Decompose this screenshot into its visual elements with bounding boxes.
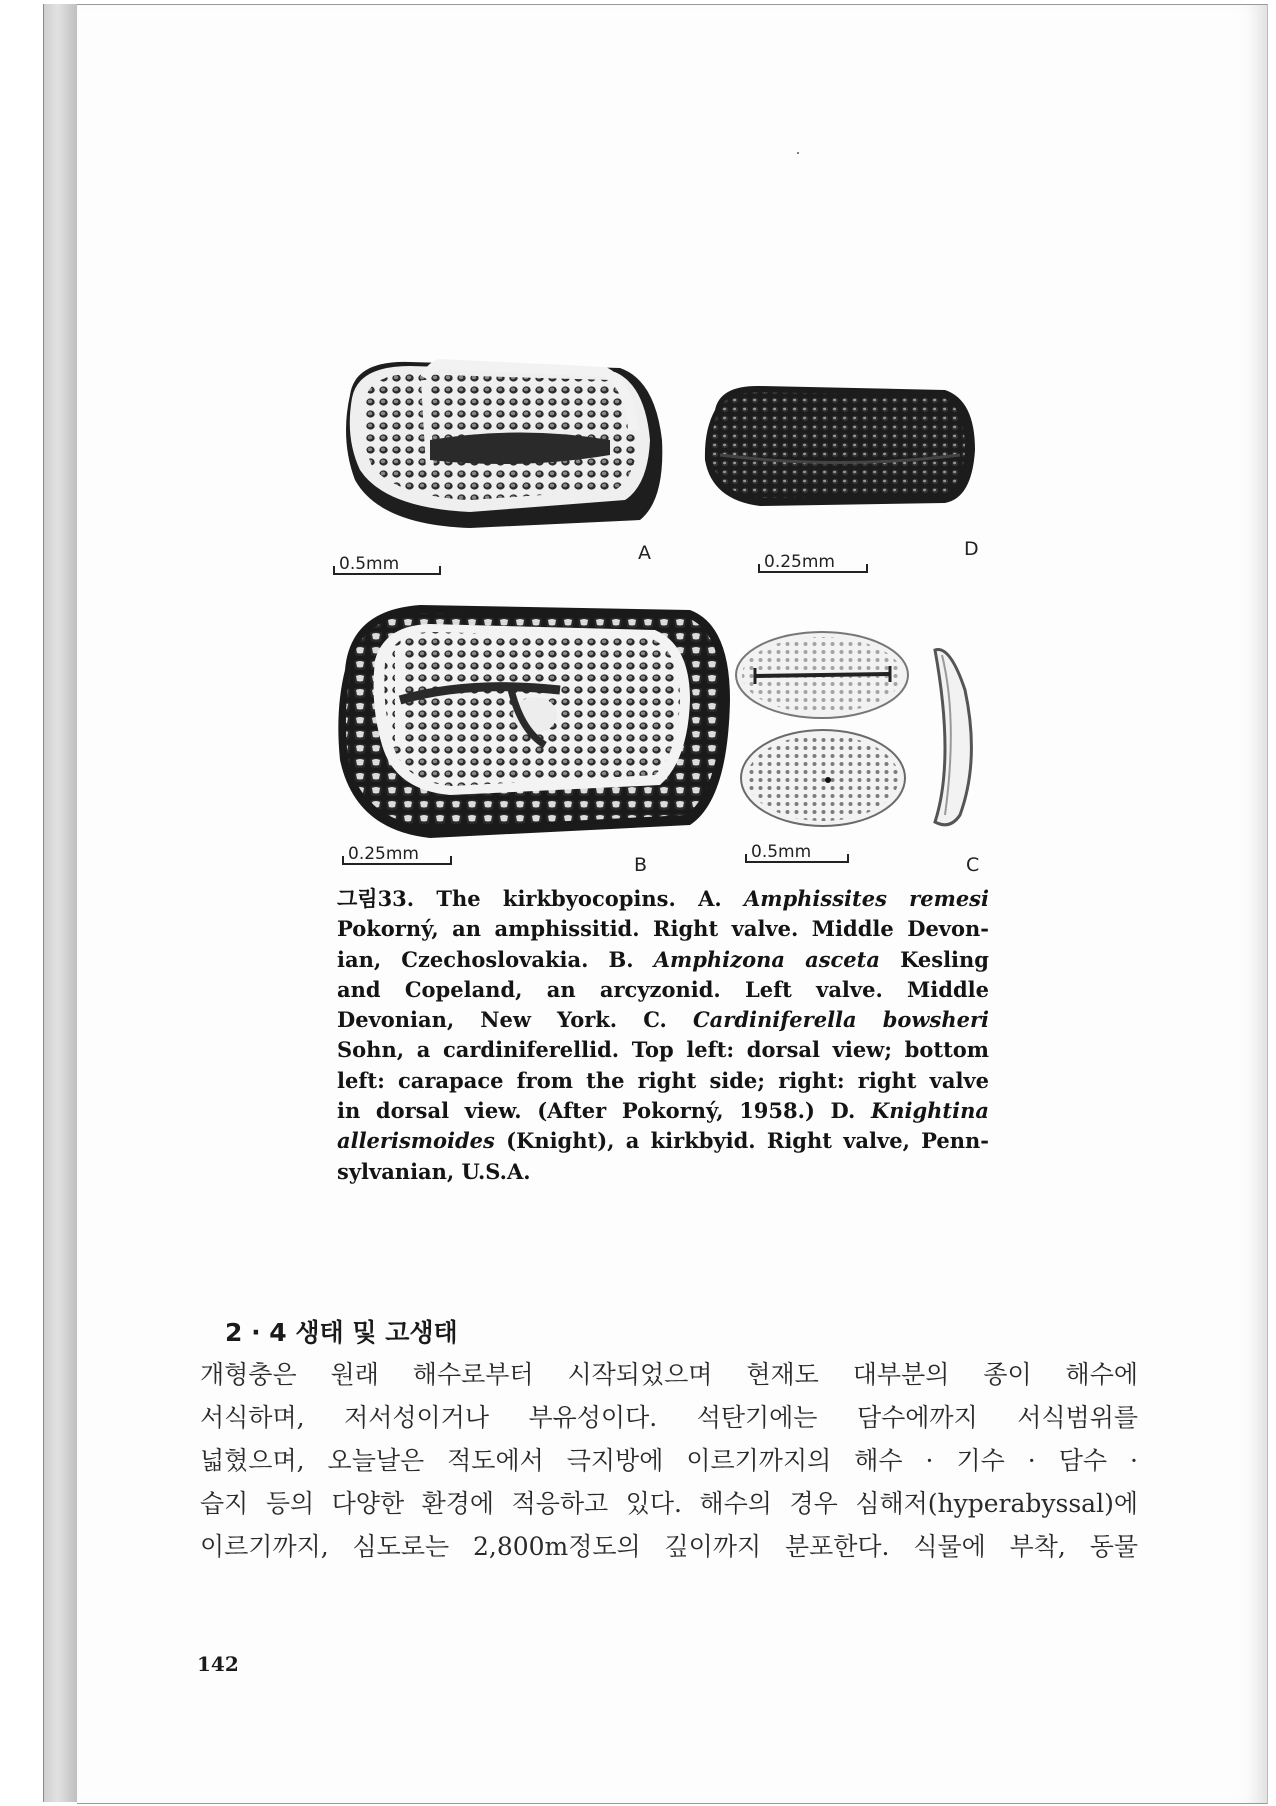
figure-illustration	[0, 0, 1276, 900]
body-line: 이르기까지, 심도로는 2,800m정도의 깊이까지 분포한다. 식물에 부착, 동물	[200, 1532, 1138, 1561]
body-line: 넓혔으며, 오늘날은 적도에서 극지방에 이르기까지의 해수 · 기수 · 담수 ·	[200, 1446, 1138, 1475]
body-line: 개형충은 원래 해수로부터 시작되었으며 현재도 대부분의 종이 해수에	[200, 1360, 1138, 1389]
caption-line: 그림33. The kirkbyocopins. A. Amphissites remesi	[337, 886, 989, 911]
body-line: 서식하며, 저서성이거나 부유성이다. 석탄기에는 담수에까지 서식범위를	[200, 1403, 1138, 1432]
caption-line: left: carapace from the right side; right: right valve	[337, 1067, 989, 1093]
panel-label-d: D	[964, 538, 979, 560]
caption-line: Pokorný, an amphissitid. Right valve. Middle Devon-	[337, 916, 989, 942]
panel-label-b: B	[634, 854, 648, 876]
caption-line: sylvanian, U.S.A.	[337, 1158, 531, 1184]
scale-bar-d: 0.25mm	[758, 553, 868, 573]
panel-c-specimens	[736, 632, 971, 826]
caption-line: allerismoides (Knight), a kirkbyid. Right valve, Penn-	[337, 1128, 989, 1154]
body-line: 습지 등의 다양한 환경에 적응하고 있다. 해수의 경우 심해저(hyperabyssal)에	[200, 1489, 1138, 1518]
section-body	[200, 1353, 1138, 1568]
scale-bar-c: 0.5mm	[745, 843, 849, 863]
caption-line: and Copeland, an arcyzonid. Left valve. Middle	[337, 976, 989, 1002]
section-heading: 2 · 4 생태 및 고생태	[225, 1318, 458, 1347]
figure-caption	[337, 884, 989, 1187]
scale-bar-b: 0.25mm	[342, 845, 452, 865]
scale-bar-a: 0.5mm	[333, 555, 441, 575]
caption-line: Devonian, New York. C. Cardiniferella bowsheri	[337, 1007, 989, 1033]
caption-line: Sohn, a cardiniferellid. Top left: dorsal view; bottom	[337, 1037, 989, 1063]
caption-line: ian, Czechoslovakia. B. Amphizona asceta Kesling	[337, 946, 989, 972]
caption-line: in dorsal view. (After Pokorný, 1958.) D. Knightina	[337, 1098, 989, 1124]
fossil-figure	[0, 0, 1276, 900]
panel-a-specimen	[346, 362, 662, 528]
panel-label-c: C	[966, 854, 980, 876]
page-number: 142	[197, 1652, 239, 1676]
panel-d-specimen	[705, 386, 975, 506]
panel-b-specimen	[338, 605, 730, 838]
panel-label-a: A	[638, 542, 651, 564]
